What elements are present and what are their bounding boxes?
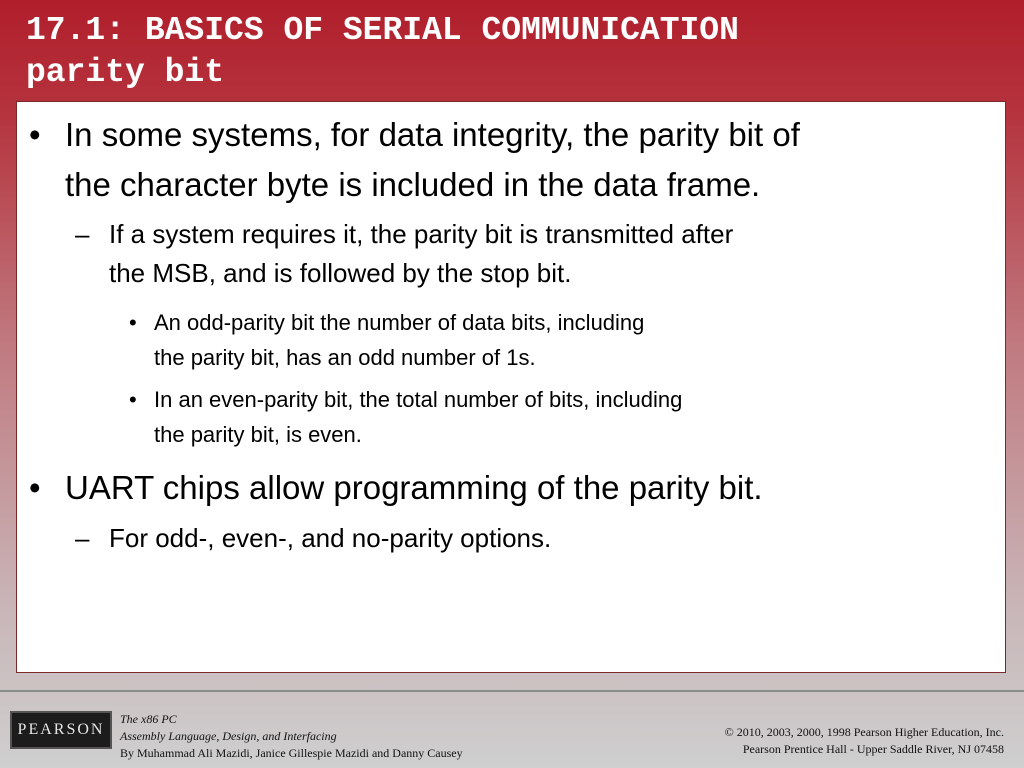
- publisher-text: Pearson Prentice Hall - Upper Saddle River, NJ 07458: [742, 742, 1004, 756]
- book-subtitle: Assembly Language, Design, and Interfacing: [120, 729, 337, 743]
- bullet-marker: •: [29, 469, 41, 506]
- footer-divider: [0, 690, 1024, 692]
- bullet-text-line: In some systems, for data integrity, the parity bit of: [65, 116, 800, 153]
- book-title: The x86 PC: [120, 712, 177, 726]
- bullet-marker: •: [29, 116, 41, 153]
- sub-sub-bullet-odd-parity: [129, 305, 989, 375]
- slide-title: [26, 10, 1006, 94]
- title-line-2: parity bit: [26, 54, 225, 91]
- sub-sub-bullet-even-parity: [129, 382, 989, 452]
- bullet-text-line: UART chips allow programming of the parity bit.: [65, 469, 763, 506]
- bullet-data-integrity: [29, 110, 989, 210]
- footer-copyright: [725, 724, 1004, 758]
- content-area: [16, 101, 1006, 673]
- book-authors: By Muhammad Ali Mazidi, Janice Gillespie Mazidi and Danny Causey: [120, 746, 463, 760]
- sub-sub-bullet-text-line: the parity bit, is even.: [154, 422, 362, 447]
- sub-sub-bullet-text-line: In an even-parity bit, the total number of bits, including: [154, 387, 683, 412]
- pearson-logo: [10, 711, 112, 749]
- bullet-marker: •: [129, 387, 137, 412]
- sub-sub-bullet-text-line: the parity bit, has an odd number of 1s.: [154, 345, 536, 370]
- sub-bullet-text-line: If a system requires it, the parity bit is transmitted after: [109, 219, 734, 249]
- dash-marker: –: [75, 523, 90, 553]
- sub-bullet-parity-options: [75, 519, 985, 558]
- sub-bullet-parity-transmitted: [75, 215, 985, 293]
- bullet-marker: •: [129, 310, 137, 335]
- footer-book-info: [120, 711, 463, 762]
- title-line-1: 17.1: BASICS OF SERIAL COMMUNICATION: [26, 12, 739, 49]
- dash-marker: –: [75, 219, 90, 249]
- sub-bullet-text-line: the MSB, and is followed by the stop bit.: [109, 258, 572, 288]
- sub-sub-bullet-text-line: An odd-parity bit the number of data bits, including: [154, 310, 645, 335]
- sub-bullet-text-line: For odd-, even-, and no-parity options.: [109, 523, 552, 553]
- bullet-uart-chips: [29, 463, 989, 513]
- logo-text: PEARSON: [17, 721, 105, 738]
- bullet-text-line: the character byte is included in the data frame.: [65, 166, 761, 203]
- copyright-text: © 2010, 2003, 2000, 1998 Pearson Higher Education, Inc.: [724, 725, 1004, 739]
